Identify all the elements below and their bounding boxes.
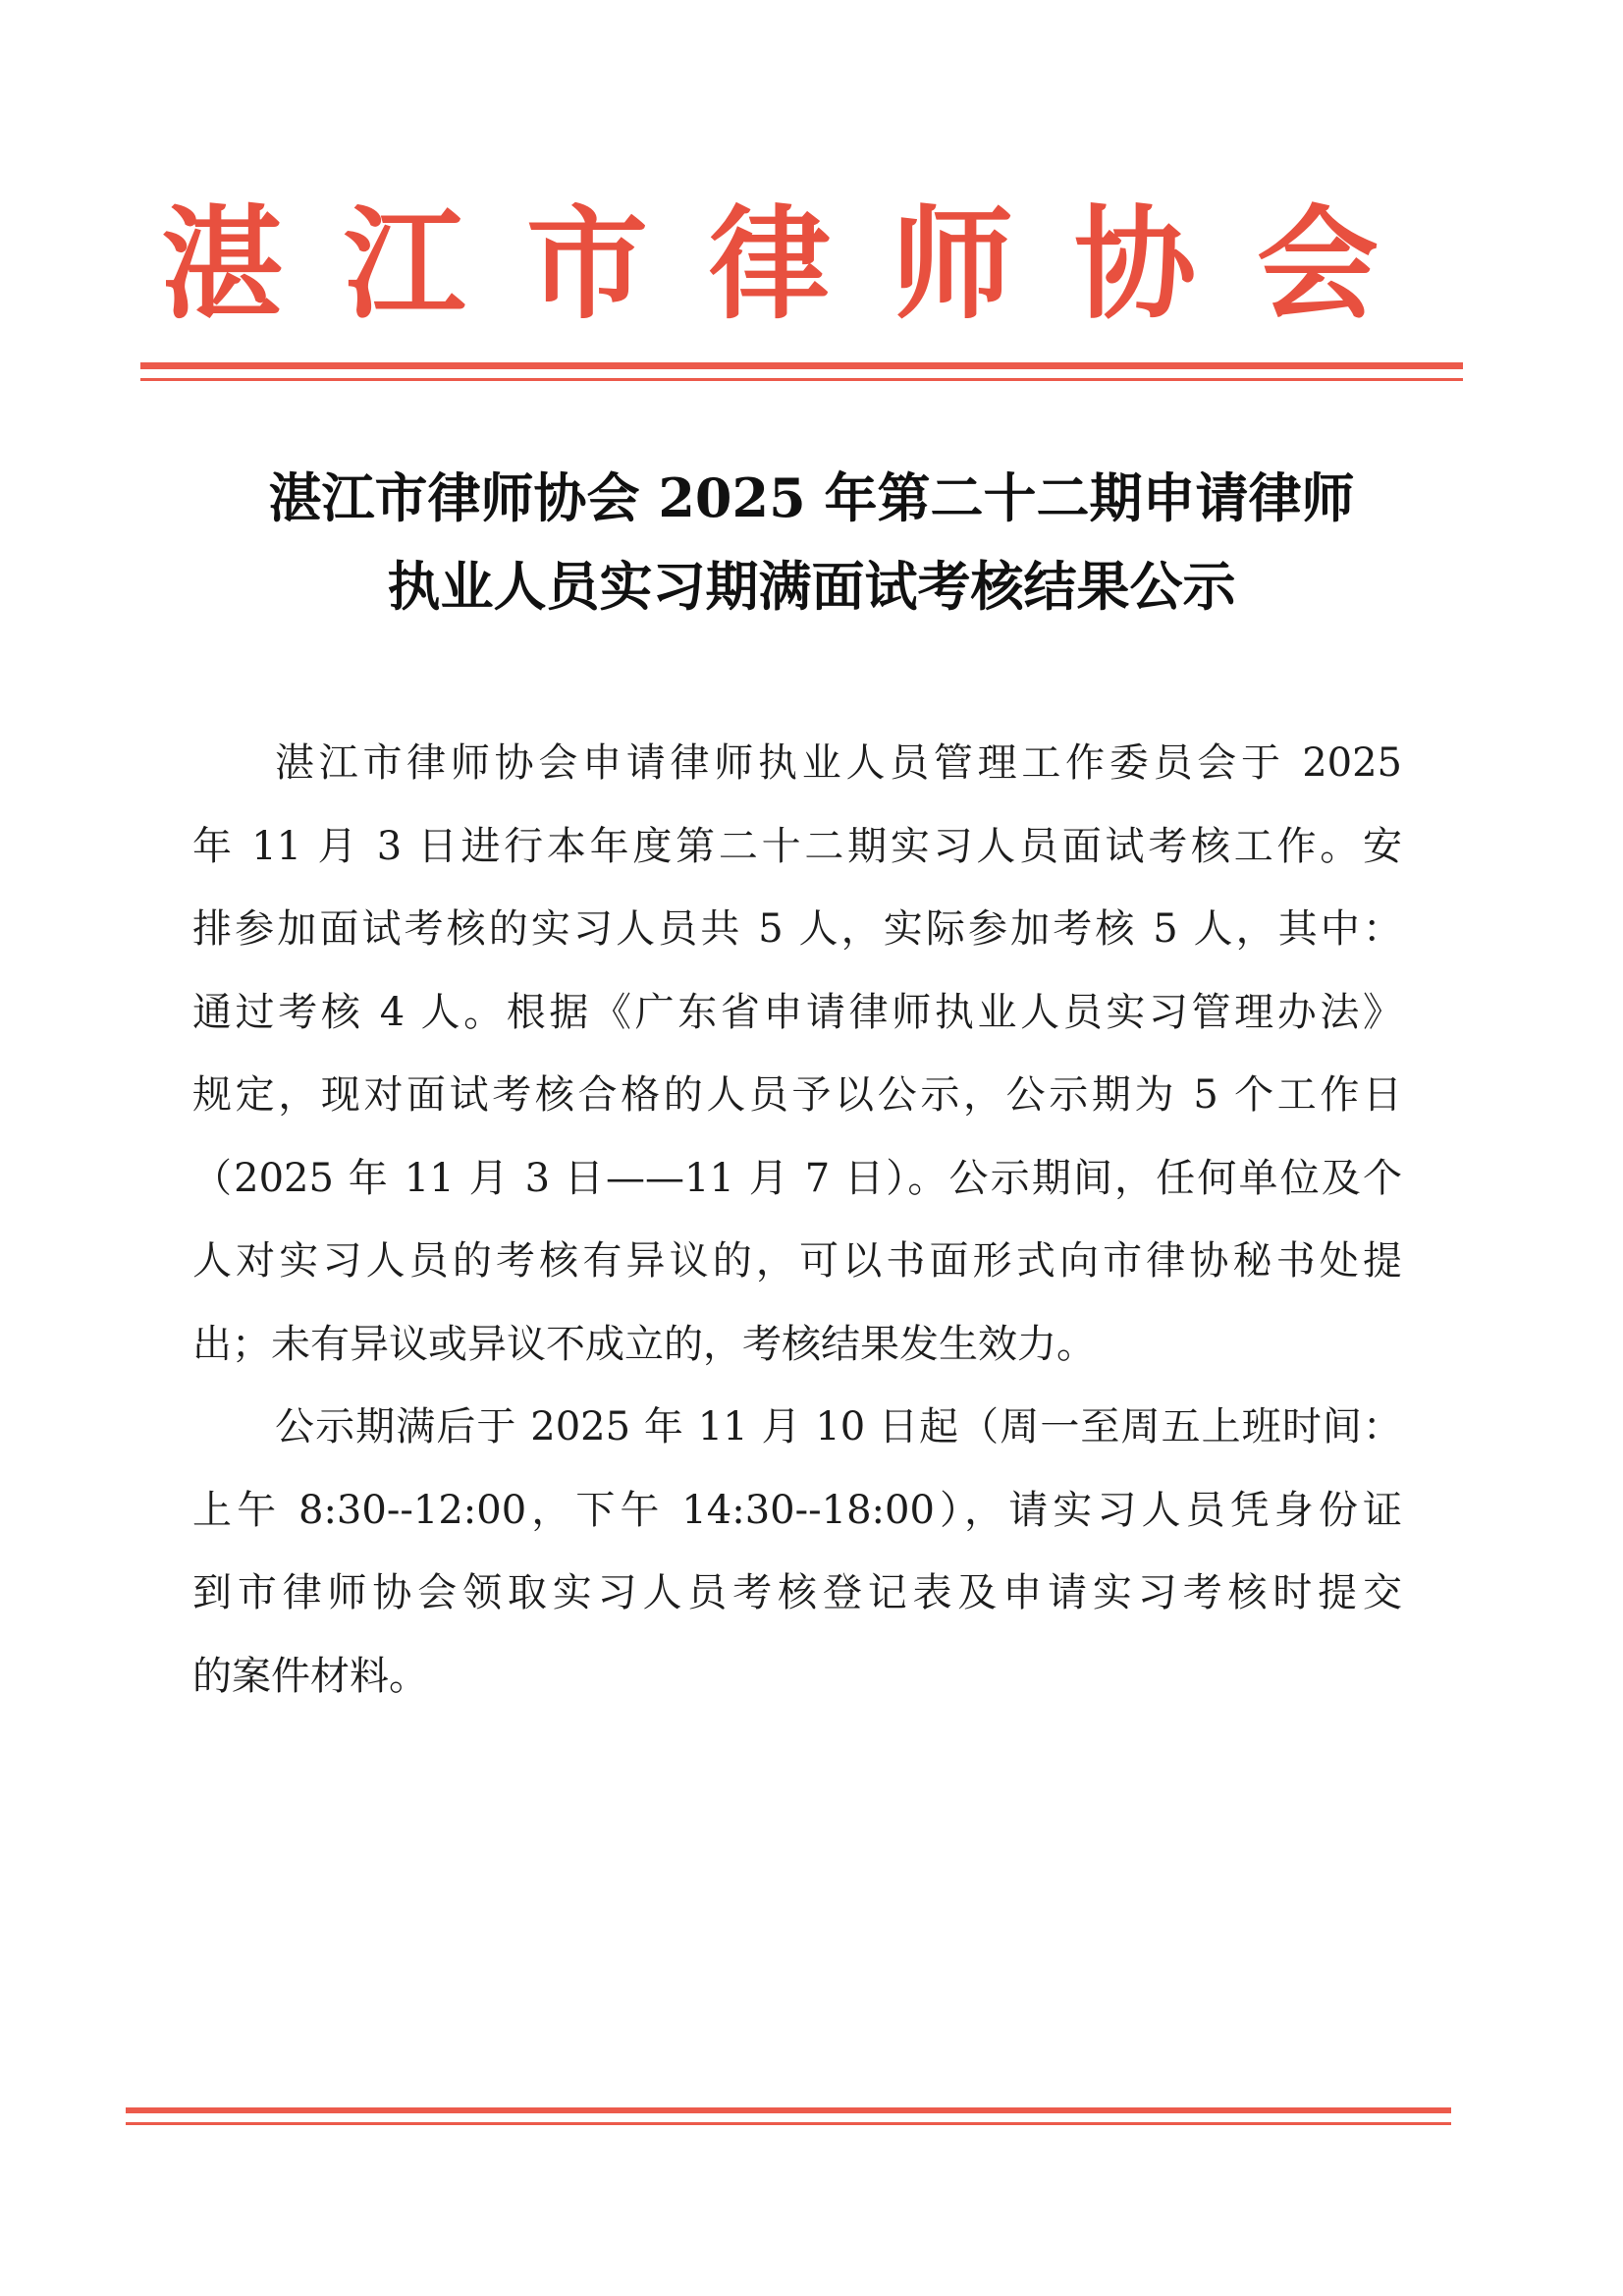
paragraph-line: 湛江市律师协会申请律师执业人员管理工作委员会于 2025 [275, 740, 1402, 786]
title-line-2: 执业人员实习期满面试考核结果公示 [387, 555, 1236, 618]
paragraph-line: （2025 年 11 月 3 日——11 月 7 日）。公示期间，任何单位及个 [192, 1155, 1402, 1201]
title-line-1: 湛江市律师协会 2025 年第二十二期申请律师 [268, 466, 1355, 529]
footer-rule-thin [126, 2122, 1451, 2125]
letterhead-rule-thick [140, 362, 1463, 369]
paragraph-2 [192, 1386, 1402, 1718]
paragraph-line: 公示期满后于 2025 年 11 月 10 日起（周一至周五上班时间： [275, 1404, 1402, 1449]
paragraph-1 [192, 722, 1402, 1386]
paragraph-line: 通过考核 4 人。根据《广东省申请律师执业人员实习管理办法》 [192, 989, 1402, 1035]
paragraph-line: 出；未有异议或异议不成立的，考核结果发生效力。 [192, 1321, 1096, 1367]
paragraph-line: 到市律师协会领取实习人员考核登记表及申请实习考核时提交 [192, 1570, 1402, 1615]
footer-rule-thick [126, 2107, 1451, 2113]
paragraph-line: 的案件材料。 [192, 1653, 428, 1699]
paragraph-line: 年 11 月 3 日进行本年度第二十二期实习人员面试考核工作。安 [192, 823, 1402, 869]
letterhead-rule-thin [140, 378, 1463, 381]
letterhead-title: 湛江市律师协会 [160, 193, 1439, 336]
document-title [147, 454, 1476, 630]
paragraph-line: 上午 8:30--12:00，下午 14:30--18:00），请实习人员凭身份证 [192, 1487, 1402, 1533]
document-body [192, 722, 1402, 1718]
paragraph-line: 规定，现对面试考核合格的人员予以公示，公示期为 5 个工作日 [192, 1072, 1402, 1118]
paragraph-line: 人对实习人员的考核有异议的，可以书面形式向市律协秘书处提 [192, 1238, 1402, 1284]
paragraph-line: 排参加面试考核的实习人员共 5 人，实际参加考核 5 人，其中： [192, 906, 1402, 952]
